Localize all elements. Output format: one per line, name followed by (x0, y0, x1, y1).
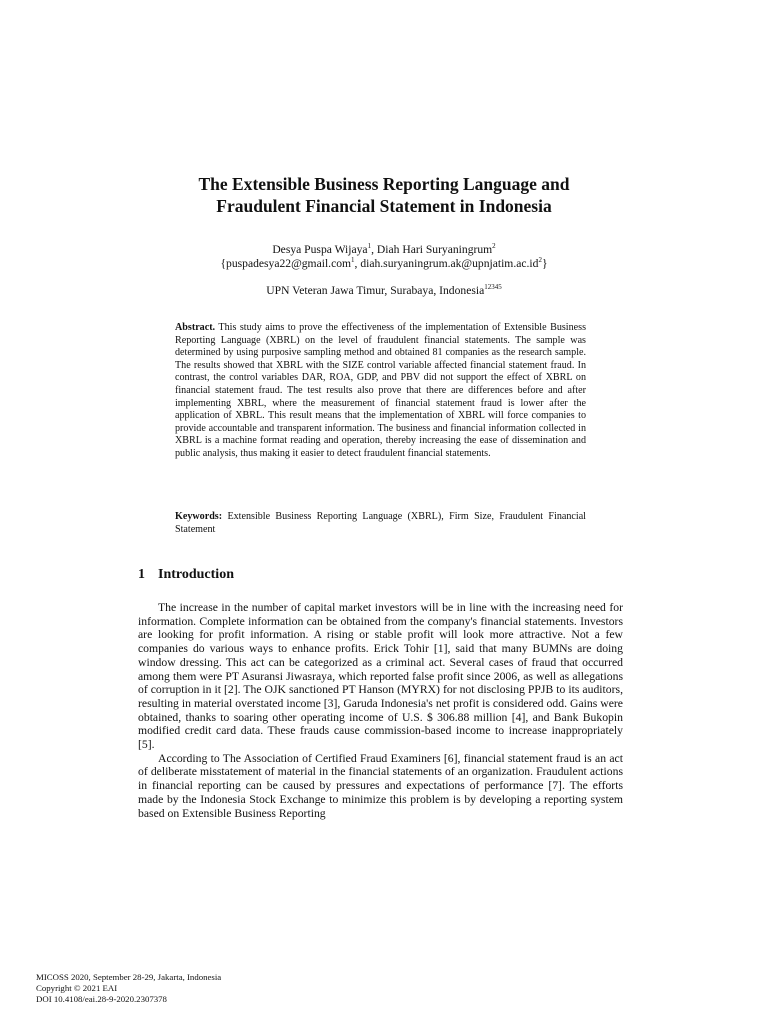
footer (36, 972, 221, 1005)
abstract-label: Abstract. (175, 322, 216, 333)
email-1-mark: 1 (351, 256, 355, 265)
footer-copyright: Copyright © 2021 EAI (36, 983, 118, 993)
section-title: Introduction (158, 567, 234, 582)
email-close: } (541, 257, 548, 270)
body-text (138, 601, 623, 820)
email-mid: , diah.suryaningrum.ak@upnjatim.ac.id (354, 257, 539, 270)
abstract (175, 322, 586, 461)
author-1-affiliation-mark: 1 (367, 242, 372, 251)
author-block (0, 243, 768, 271)
author-names (0, 243, 768, 257)
author-separator: , (371, 243, 377, 256)
abstract-text: This study aims to prove the effectiveness of the implementation of Extensible Business Reporting Language (XBRL) on the level of fraudulent financial statements. The sample was determined by using purposive sampling method and obtained 81 companies as the research sample. The results showed that XBRL with the SIZE control variable affected financial statement fraud. In contrast, the control variables DAR, ROA, GDP, and PBV did not support the effect of XBRL on financial statement fraud. The test results also prove that there are differences before and after implementing XBRL, where the measurement of financial statement fraud is lower after the application of XBRL. This result means that the implementation of XBRL will force companies to provide accountable and transparent information. The business and financial information collected in XBRL is a machine format reading and operation, thereby increasing the ease of dissemination and public analysis, thus making it easier to detect fraudulent financial statements. (175, 322, 586, 459)
section-heading (138, 567, 234, 583)
author-2: Diah Hari Suryaningrum (376, 243, 493, 256)
author-emails (0, 257, 768, 271)
author-1: Desya Puspa Wijaya (272, 243, 368, 256)
keywords-label: Keywords: (175, 511, 223, 522)
footer-conference: MICOSS 2020, September 28-29, Jakarta, Indonesia (36, 972, 222, 982)
affiliation-text: UPN Veteran Jawa Timur, Surabaya, Indonesia (266, 284, 485, 297)
section-number: 1 (138, 567, 145, 582)
paragraph: According to The Association of Certified Fraud Examiners [6], financial statement fraud is an act of deliberate misstatement of material in the financial statements of an organization. Fraudulent actions in financial reporting can be caused by pressures and expectations of performance [7]. The efforts made by the Indonesia Stock Exchange to minimize this problem is by developing a reporting system based on Extensible Business Reporting (138, 751, 623, 820)
email-open: {puspadesya22@gmail.com (220, 257, 352, 270)
paper-title-line-2: Fraudulent Financial Statement in Indonesia (216, 196, 552, 216)
footer-doi: DOI 10.4108/eai.28-9-2020.2307378 (36, 994, 167, 1004)
keywords-text: Extensible Business Reporting Language (XBRL), Firm Size, Fraudulent Financial Statement (175, 511, 586, 535)
paper-title (0, 173, 768, 217)
paper-title-line-1: The Extensible Business Reporting Language and (198, 174, 570, 194)
keywords (175, 511, 586, 536)
paragraph: The increase in the number of capital market investors will be in line with the increasing need for information. Complete information can be obtained from the company's financial statements. Investors are looking for profit information. A rising or stable profit will look more attractive. Not a few companies do various ways to enhance profits. Erick Tohir [1], said that many BUMNs are doing window dressing. This act can be categorized as a criminal act. Several cases of fraud that occurred among them were PT Asuransi Jiwasraya, which reported false profit since 2006, as well as allegations of corruption in it [2]. The OJK sanctioned PT Hanson (MYRX) for not disclosing PPJB to its auditors, resulting in material overstated income [3], Garuda Indonesia's net profit is considered odd. Gains were obtained, thanks to soaring other operating income of U.S. $ 306.88 million [4], and Bank Bukopin modified credit card data. These frauds cause commission-based income to increase inappropriately [5]. (138, 601, 623, 752)
email-2-mark: 2 (538, 256, 542, 265)
author-2-affiliation-mark: 2 (492, 242, 496, 251)
affiliation (0, 284, 768, 297)
affiliation-marks: 12345 (484, 283, 502, 292)
